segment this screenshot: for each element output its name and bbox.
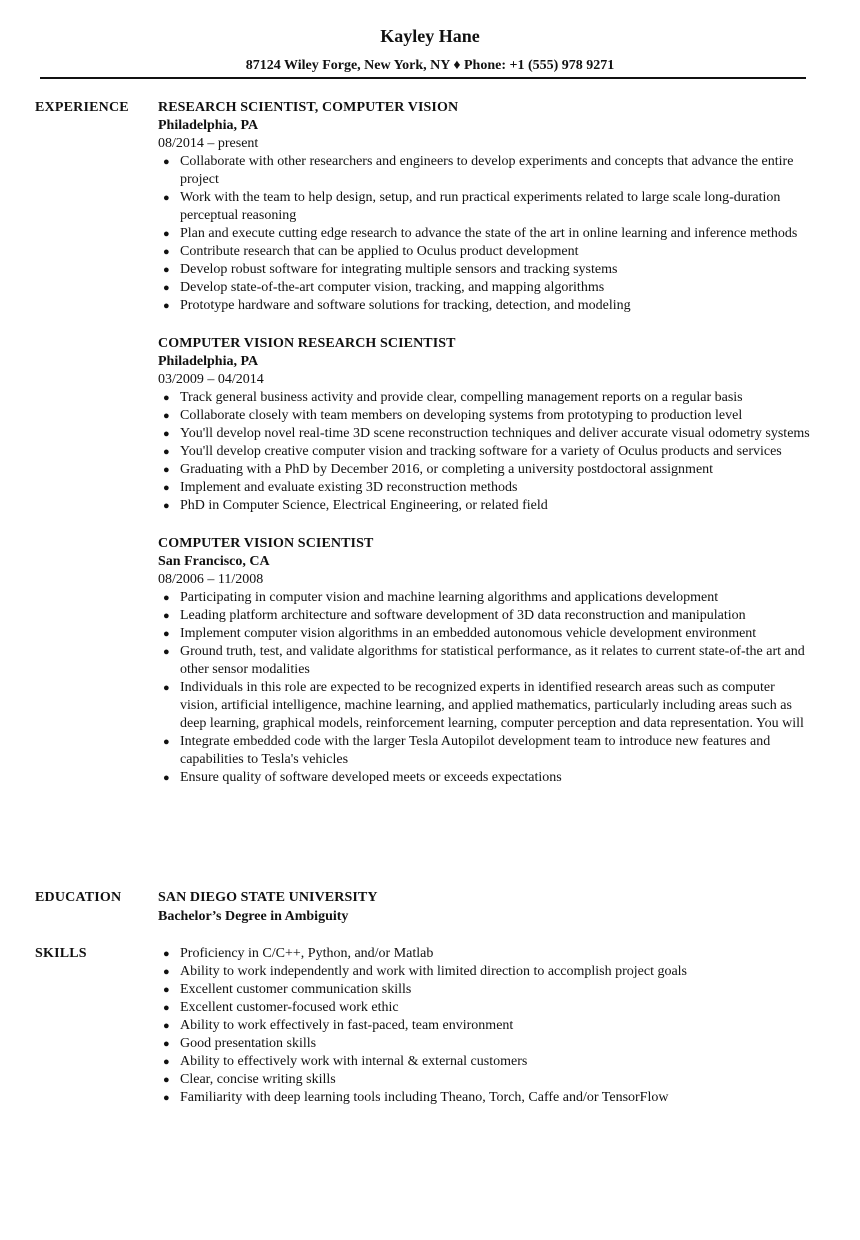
bullet-icon: ●: [163, 1056, 170, 1068]
skill-item: ● Excellent customer-focused work ethic: [163, 1000, 399, 1015]
bullet-item: ● Collaborate closely with team members on developing systems from prototyping to production level: [163, 408, 743, 423]
bullet-item: ● Integrate embedded code with the larger Tesla Autopilot development team to introduce new features and capabilities to Tesla's vehicles: [163, 734, 771, 767]
job-dates: 08/2006 – 11/2008: [158, 572, 264, 587]
bullet-icon: ●: [163, 610, 170, 622]
job-bullets: [158, 389, 815, 515]
bullet-icon: ●: [163, 264, 170, 276]
skill-item: ● Ability to effectively work with internal & external customers: [163, 1054, 528, 1069]
bullet-item: ● Ensure quality of software developed meets or exceeds expectations: [163, 770, 562, 785]
bullet-item: ● Develop state-of-the-art computer vision, tracking, and mapping algorithms: [163, 280, 605, 295]
education-section: [35, 889, 815, 926]
skill-item: ● Proficiency in C/C++, Python, and/or Matlab: [163, 946, 434, 961]
bullet-icon: ●: [163, 300, 170, 312]
skill-item: ● Excellent customer communication skills: [163, 982, 412, 997]
bullet-item: ● Graduating with a PhD by December 2016, or completing a university postdoctoral assignment: [163, 462, 714, 477]
bullet-icon: ●: [163, 772, 170, 784]
job-entry: [158, 335, 815, 515]
bullet-icon: ●: [163, 948, 170, 960]
bullet-icon: ●: [163, 1074, 170, 1086]
resume-header: [0, 0, 860, 75]
bullet-icon: ●: [163, 228, 170, 240]
bullet-item: ● Develop robust software for integrating multiple sensors and tracking systems: [163, 262, 618, 277]
education-heading: EDUCATION: [35, 890, 122, 905]
skill-item: ● Good presentation skills: [163, 1036, 317, 1051]
job-entry: [158, 535, 815, 787]
bullet-icon: ●: [163, 646, 170, 658]
education-body: [158, 889, 815, 926]
bullet-icon: ●: [163, 282, 170, 294]
bullet-icon: ●: [163, 1092, 170, 1104]
bullet-icon: ●: [163, 156, 170, 168]
bullet-icon: ●: [163, 428, 170, 440]
bullet-item: ● Implement computer vision algorithms in an embedded autonomous vehicle development environment: [163, 626, 757, 641]
bullet-item: ● Leading platform architecture and software development of 3D data reconstruction and manipulation: [163, 608, 746, 623]
bullet-item: ● Track general business activity and provide clear, compelling management reports on a regular basis: [163, 390, 743, 405]
skills-section: [35, 945, 815, 1107]
job-entry: [158, 99, 815, 315]
skill-item: ● Ability to work independently and work with limited direction to accomplish project goals: [163, 964, 688, 979]
experience-section: [35, 99, 815, 807]
bullet-icon: ●: [163, 682, 170, 694]
bullet-icon: ●: [163, 628, 170, 640]
bullet-icon: ●: [163, 482, 170, 494]
bullet-icon: ●: [163, 410, 170, 422]
job-location: Philadelphia, PA: [158, 354, 259, 369]
bullet-icon: ●: [163, 246, 170, 258]
skill-item: ● Clear, concise writing skills: [163, 1072, 336, 1087]
bullet-icon: ●: [163, 592, 170, 604]
bullet-icon: ●: [163, 192, 170, 204]
candidate-name: Kayley Hane: [380, 26, 480, 46]
bullet-icon: ●: [163, 446, 170, 458]
contact-line: 87124 Wiley Forge, New York, NY ♦ Phone: +1 (555) 978 9271: [245, 58, 615, 73]
job-dates: 03/2009 – 04/2014: [158, 372, 264, 387]
bullet-item: ● Prototype hardware and software solutions for tracking, detection, and modeling: [163, 298, 631, 313]
header-divider: [40, 77, 806, 79]
bullet-icon: ●: [163, 984, 170, 996]
skill-item: ● Ability to work effectively in fast-paced, team environment: [163, 1018, 514, 1033]
bullet-icon: ●: [163, 1038, 170, 1050]
bullet-item: ● Work with the team to help design, setup, and run practical experiments related to large scale long-duration perceptual reasoning: [163, 190, 781, 223]
bullet-item: ● PhD in Computer Science, Electrical Engineering, or related field: [163, 498, 548, 513]
job-bullets: [158, 153, 815, 315]
bullet-item: ● You'll develop creative computer vision and tracking software for a variety of Oculus products and services: [163, 444, 782, 459]
bullet-icon: ●: [163, 1002, 170, 1014]
bullet-item: ● Contribute research that can be applied to Oculus product development: [163, 244, 579, 259]
bullet-item: ● You'll develop novel real-time 3D scene reconstruction techniques and deliver accurate visual odometry systems: [163, 426, 810, 441]
job-bullets: [158, 589, 815, 787]
skills-heading: SKILLS: [35, 946, 87, 961]
bullet-item: ● Individuals in this role are expected to be recognized experts in identified research areas such as computer vision, artificial intelligence, machine learning, and applied mathematics, particularly including areas such as deep learning, graphical models, reinforcement learning, computer perception and data representation. You will: [163, 680, 804, 731]
bullet-icon: ●: [163, 736, 170, 748]
experience-body: [158, 99, 815, 787]
bullet-icon: ●: [163, 392, 170, 404]
bullet-item: ● Participating in computer vision and machine learning algorithms and applications development: [163, 590, 719, 605]
job-title: COMPUTER VISION RESEARCH SCIENTIST: [158, 336, 456, 351]
bullet-icon: ●: [163, 464, 170, 476]
job-title: RESEARCH SCIENTIST, COMPUTER VISION: [158, 100, 459, 115]
bullet-item: ● Ground truth, test, and validate algorithms for statistical performance, as it relates to current state-of-the art and other sensor modalities: [163, 644, 805, 677]
job-location: San Francisco, CA: [158, 554, 270, 569]
bullet-item: ● Implement and evaluate existing 3D reconstruction methods: [163, 480, 518, 495]
bullet-item: ● Collaborate with other researchers and engineers to develop experiments and concepts that advance the entire project: [163, 154, 794, 187]
bullet-icon: ●: [163, 500, 170, 512]
job-dates: 08/2014 – present: [158, 136, 259, 151]
job-location: Philadelphia, PA: [158, 118, 259, 133]
job-title: COMPUTER VISION SCIENTIST: [158, 536, 374, 551]
bullet-icon: ●: [163, 966, 170, 978]
skill-item: ● Familiarity with deep learning tools including Theano, Torch, Caffe and/or TensorFlow: [163, 1090, 669, 1105]
skills-list: [158, 945, 815, 1107]
school-name: SAN DIEGO STATE UNIVERSITY: [158, 890, 378, 905]
bullet-item: ● Plan and execute cutting edge research to advance the state of the art in online learning and inference methods: [163, 226, 798, 241]
experience-heading: EXPERIENCE: [35, 100, 129, 115]
skills-body: [158, 945, 815, 1107]
degree: Bachelor’s Degree in Ambiguity: [158, 909, 349, 924]
bullet-icon: ●: [163, 1020, 170, 1032]
